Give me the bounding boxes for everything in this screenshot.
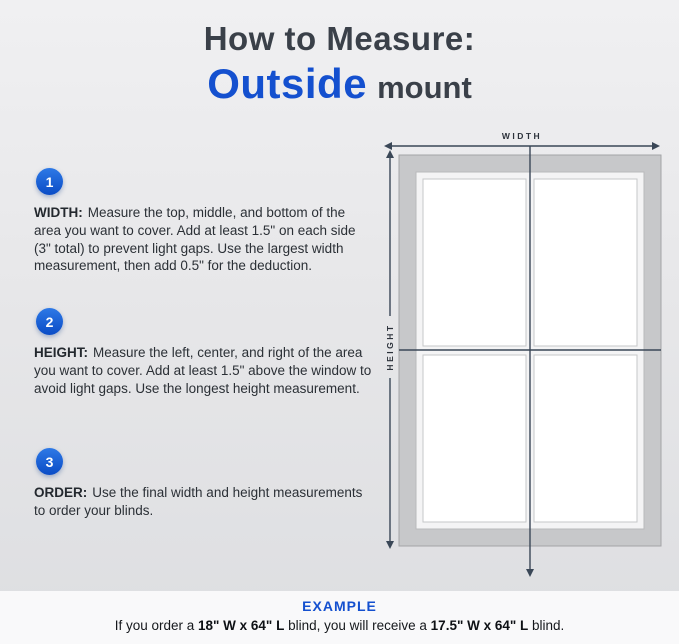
page-title <box>0 20 679 108</box>
step-3-badge: 3 <box>36 448 63 475</box>
example-footer <box>0 591 679 644</box>
step-3-text <box>34 484 372 520</box>
window-pane-bottom-left <box>423 355 526 522</box>
height-arrow-label: HEIGHT <box>385 323 395 371</box>
step-3-body: Use the final width and height measurements to order your blinds. <box>34 485 363 518</box>
step-2-body: Measure the left, center, and right of the area you want to cover. Add at least 1.5" above the window to avoid light gaps. Use the longest height measurement. <box>34 345 372 396</box>
step-2-text <box>34 344 372 397</box>
example-mid: blind, you will receive a <box>284 618 431 633</box>
height-arrow-bottom-icon <box>386 541 394 549</box>
window-pane-bottom-right <box>534 355 637 522</box>
height-arrow-top-icon <box>386 150 394 158</box>
width-arrow-label: WIDTH <box>501 131 543 141</box>
title-line1: How to Measure: <box>203 20 476 57</box>
center-line-arrowhead-icon <box>526 569 534 577</box>
example-pre: If you order a <box>114 618 198 633</box>
example-bold-received-size: 17.5" W x 64" L <box>430 618 529 633</box>
step-order <box>34 448 372 520</box>
width-arrow-left-icon <box>384 142 392 150</box>
window-pane-top-right <box>534 179 637 346</box>
example-bold-ordered-size: 18" W x 64" L <box>198 618 285 633</box>
window-diagram <box>376 128 668 583</box>
step-2-label: HEIGHT: <box>34 345 88 360</box>
step-height <box>34 308 372 397</box>
window-pane-top-left <box>423 179 526 346</box>
example-sentence <box>0 618 679 633</box>
width-arrow-right-icon <box>652 142 660 150</box>
example-post: blind. <box>528 618 565 633</box>
example-heading: EXAMPLE <box>302 598 377 614</box>
step-width <box>34 168 372 275</box>
step-3-label: ORDER: <box>34 485 88 500</box>
step-1-badge: 1 <box>36 168 63 195</box>
step-1-label: WIDTH: <box>34 205 83 220</box>
step-1-body: Measure the top, middle, and bottom of the area you want to cover. Add at least 1.5" on each side (3" total) to prevent light gaps. Use the largest width measurement, then add 0.5" for the deduction. <box>34 205 356 274</box>
title-line2 <box>0 60 679 108</box>
step-2-badge: 2 <box>36 308 63 335</box>
step-1-text <box>34 204 372 275</box>
title-accent: Outside <box>207 60 368 107</box>
title-rest: mount <box>377 70 472 105</box>
